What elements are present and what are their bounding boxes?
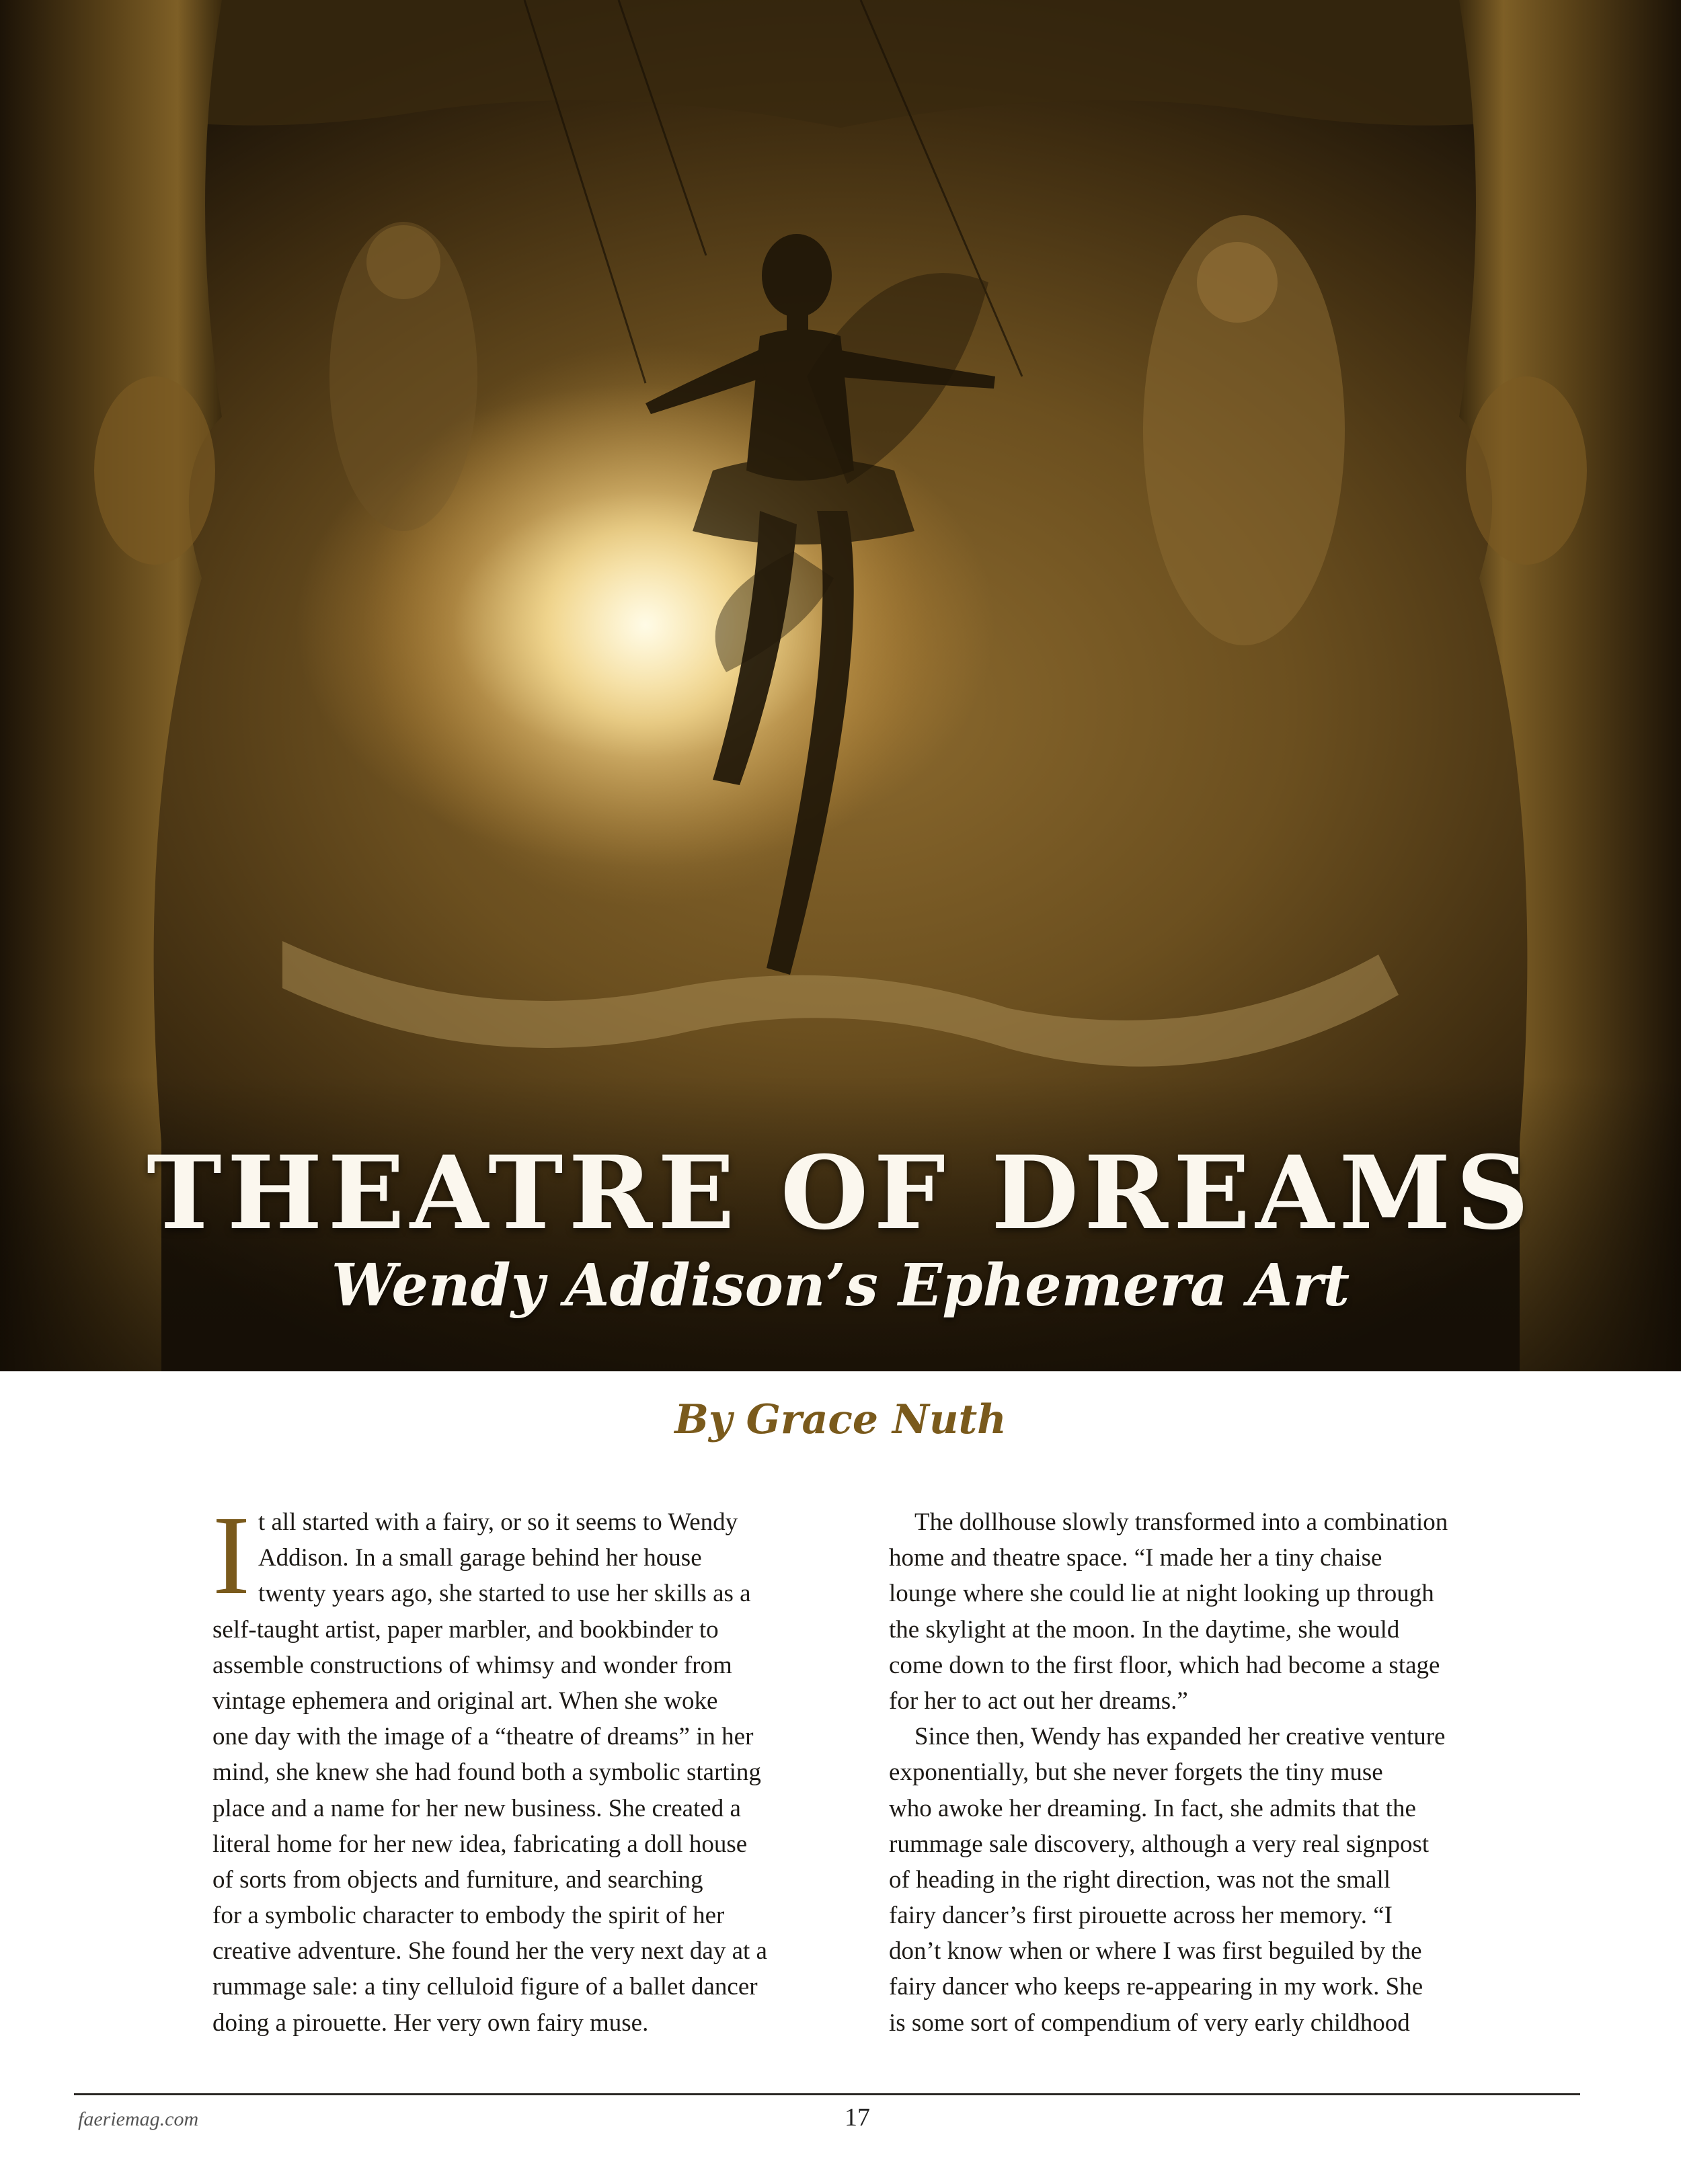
text-line: come down to the first floor, which had become a stage — [889, 1651, 1440, 1679]
text-line: twenty years ago, she started to use her skills as a — [258, 1580, 751, 1608]
drop-cap: I — [212, 1493, 250, 1618]
article-subtitle: Wendy Addison’s Ephemera Art — [331, 1252, 1350, 1320]
text-line: who awoke her dreaming. In fact, she admits that the — [889, 1794, 1416, 1822]
text-line: one day with the image of a “theatre of dreams” in her — [212, 1723, 754, 1751]
footer-site-link[interactable]: faeriemag.com — [78, 2108, 199, 2130]
text-line: place and a name for her new business. She created a — [212, 1794, 741, 1822]
text-line: The dollhouse slowly transformed into a combination — [914, 1508, 1448, 1536]
text-line: Addison. In a small garage behind her house — [258, 1544, 702, 1572]
text-line: is some sort of compendium of very early childhood — [889, 2009, 1410, 2037]
text-line: fairy dancer’s first pirouette across her memory. “I — [889, 1902, 1393, 1930]
article-column-left — [212, 1493, 841, 2041]
text-line: Since then, Wendy has expanded her creative venture — [914, 1723, 1446, 1751]
article-title: THEATRE OF DREAMS — [147, 1134, 1534, 1252]
text-line: assemble constructions of whimsy and wonder from — [212, 1651, 732, 1679]
text-line: rummage sale discovery, although a very real signpost — [889, 1830, 1430, 1858]
byline: By Grace Nuth — [674, 1396, 1007, 1443]
text-line: the skylight at the moon. In the daytime, she would — [889, 1615, 1400, 1644]
article-column-right — [889, 1504, 1518, 2041]
text-line: vintage ephemera and original art. When she woke — [212, 1687, 718, 1715]
footer-divider — [74, 2093, 1580, 2095]
text-line: lounge where she could lie at night looking up through — [889, 1580, 1434, 1608]
text-line: literal home for her new idea, fabricating a doll house — [212, 1830, 748, 1858]
text-line: don’t know when or where I was first beguiled by the — [889, 1937, 1422, 1966]
text-line: creative adventure. She found her the very next day at a — [212, 1937, 767, 1966]
text-line: of heading in the right direction, was not the small — [889, 1865, 1391, 1894]
text-line: for her to act out her dreams.” — [889, 1687, 1188, 1715]
text-line: rummage sale: a tiny celluloid figure of a ballet dancer — [212, 1973, 758, 2001]
page-number: 17 — [845, 2103, 870, 2132]
text-line: of sorts from objects and furniture, and searching — [212, 1865, 703, 1894]
text-line: home and theatre space. “I made her a tiny chaise — [889, 1544, 1382, 1572]
text-line: self-taught artist, paper marbler, and bookbinder to — [212, 1615, 719, 1644]
text-line: for a symbolic character to embody the spirit of her — [212, 1902, 725, 1930]
text-line: doing a pirouette. Her very own fairy muse. — [212, 2009, 649, 2037]
text-line: mind, she knew she had found both a symbolic starting — [212, 1758, 761, 1787]
text-line: fairy dancer who keeps re-appearing in my work. She — [889, 1973, 1423, 2001]
text-line: t all started with a fairy, or so it seems to Wendy — [258, 1508, 738, 1536]
text-line: exponentially, but she never forgets the tiny muse — [889, 1758, 1383, 1787]
